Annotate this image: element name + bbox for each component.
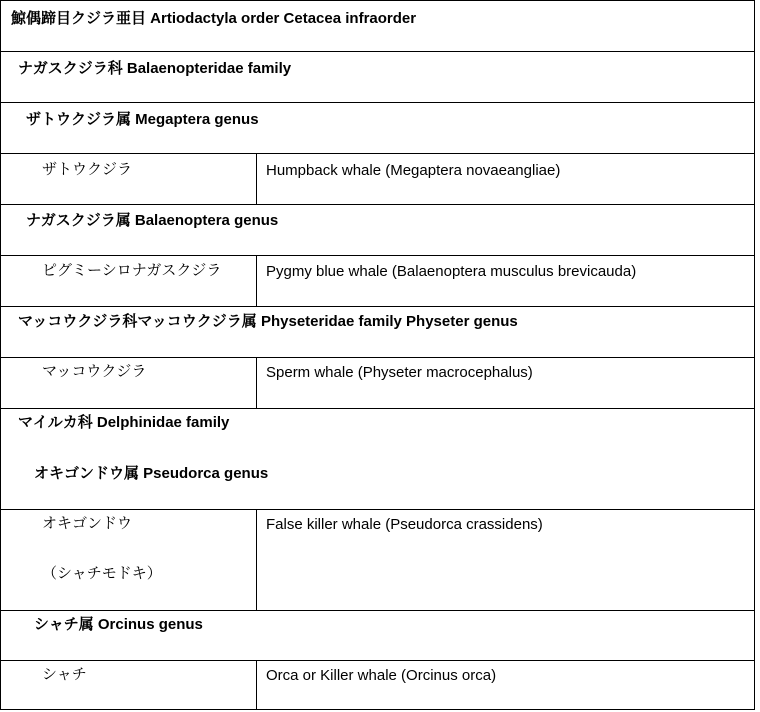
table-row — [0, 660, 755, 710]
column-divider — [256, 510, 257, 610]
genus-header: シャチ属 Orcinus genus — [34, 616, 203, 633]
table-row — [0, 204, 755, 255]
genus-header: ナガスクジラ属 Balaenoptera genus — [26, 212, 279, 229]
species-en: False killer whale (Pseudorca crassidens) — [266, 516, 543, 533]
species-jp: マッコウクジラ — [42, 363, 147, 380]
species-en: Humpback whale (Megaptera novaeangliae) — [266, 162, 561, 179]
table-row — [0, 408, 755, 509]
genus-header: オキゴンドウ属 Pseudorca genus — [34, 465, 269, 482]
table-row — [0, 102, 755, 153]
species-jp: シャチ — [42, 666, 87, 683]
table-row — [0, 51, 755, 102]
column-divider — [256, 661, 257, 709]
species-jp: ピグミーシロナガスクジラ — [42, 262, 222, 279]
order-header: 鯨偶蹄目クジラ亜目 Artiodactyla order Cetacea infraorder — [11, 10, 417, 27]
species-jp-alias: （シャチモドキ） — [42, 565, 162, 582]
table-row — [0, 357, 755, 408]
family-genus-header: マッコウクジラ科マッコウクジラ属 Physeteridae family Physeter genus — [18, 313, 518, 330]
genus-header: ザトウクジラ属 Megaptera genus — [26, 111, 259, 128]
species-en: Orca or Killer whale (Orcinus orca) — [266, 667, 497, 684]
table-row — [0, 610, 755, 660]
species-en: Sperm whale (Physeter macrocephalus) — [266, 364, 533, 381]
column-divider — [256, 358, 257, 408]
family-header: ナガスクジラ科 Balaenopteridae family — [18, 60, 292, 77]
table-row — [0, 509, 755, 610]
table-row — [0, 0, 755, 51]
table-row — [0, 255, 755, 306]
table-row — [0, 153, 755, 204]
species-en: Pygmy blue whale (Balaenoptera musculus brevicauda) — [266, 263, 637, 280]
table-row — [0, 306, 755, 357]
species-jp: ザトウクジラ — [42, 161, 133, 178]
family-header: マイルカ科 Delphinidae family — [18, 414, 230, 431]
species-jp: オキゴンドウ — [42, 515, 133, 532]
column-divider — [256, 154, 257, 204]
column-divider — [256, 256, 257, 306]
